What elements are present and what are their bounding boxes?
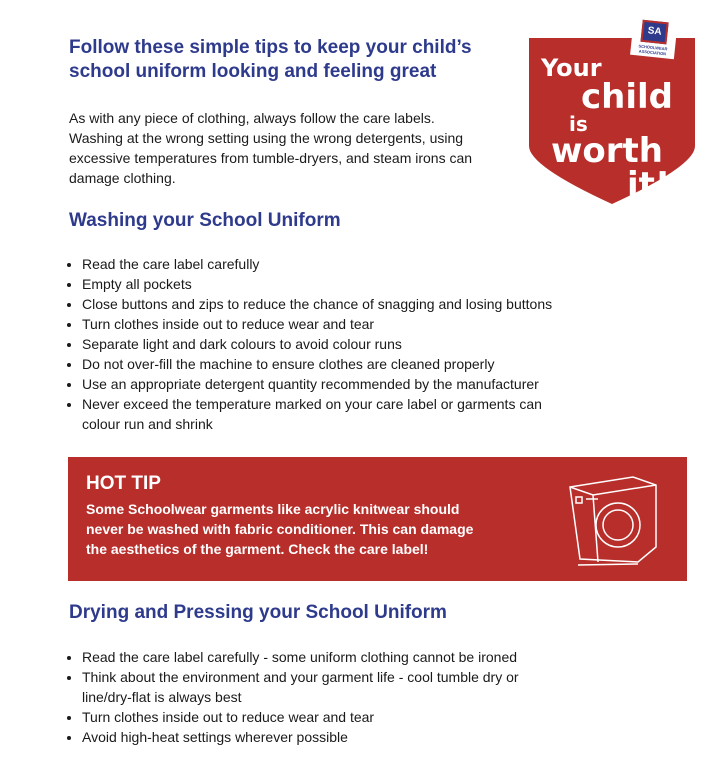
list-item: • Turn clothes inside out to reduce wear and tear — [82, 707, 582, 727]
list-item: • Do not over-fill the machine to ensure clothes are cleaned properly — [82, 354, 622, 374]
hot-tip-title: HOT TIP — [86, 473, 161, 494]
washing-title: Washing your School Uniform — [69, 210, 341, 231]
list-item: • Read the care label carefully - some uniform clothing cannot be ironed — [82, 647, 582, 667]
badge-line: is — [569, 112, 588, 136]
logo-text: SCHOOLWEAR ASSOCIATION — [638, 43, 668, 57]
badge-line: it! — [627, 165, 671, 205]
hot-tip-body: Some Schoolwear garments like acrylic knitwear should never be washed with fabric conditioner. This can damage the aesthetics of the garment. Check the care label! — [86, 501, 474, 557]
hot-tip-box — [68, 457, 687, 581]
intro-text: As with any piece of clothing, always follow the care labels. Washing at the wrong setting using the wrong detergents, using excessive temperatures from tumble-dryers, and steam irons can damage clothing. — [69, 110, 473, 186]
washing-machine-icon — [558, 467, 658, 572]
badge-slogan — [539, 54, 674, 205]
logo-mark: SA — [640, 20, 668, 45]
list-item: • Think about the environment and your garment life - cool tumble dry or line/dry-flat is always best — [82, 667, 552, 707]
list-item: • Empty all pockets — [82, 274, 622, 294]
list-item: • Use an appropriate detergent quantity recommended by the manufacturer — [82, 374, 622, 394]
worth-it-badge — [527, 36, 697, 204]
list-item: • Turn clothes inside out to reduce wear and tear — [82, 314, 622, 334]
list-item: • Separate light and dark colours to avoid colour runs — [82, 334, 622, 354]
list-item: • Avoid high-heat settings wherever possible — [82, 727, 582, 747]
schoolwear-association-logo — [630, 16, 678, 59]
badge-line: child — [581, 77, 674, 117]
badge-line: worth — [551, 131, 663, 171]
page-heading: Follow these simple tips to keep your child’s school uniform looking and feeling great — [69, 37, 472, 82]
list-item: • Close buttons and zips to reduce the chance of snagging and losing buttons — [82, 294, 622, 314]
washing-list — [64, 254, 622, 434]
drying-title: Drying and Pressing your School Uniform — [69, 602, 447, 623]
list-item: • Read the care label carefully — [82, 254, 622, 274]
list-item: • Never exceed the temperature marked on your care label or garments can colour run and shrink — [82, 394, 582, 434]
drying-list — [64, 647, 582, 747]
badge-line: Your — [541, 54, 602, 82]
